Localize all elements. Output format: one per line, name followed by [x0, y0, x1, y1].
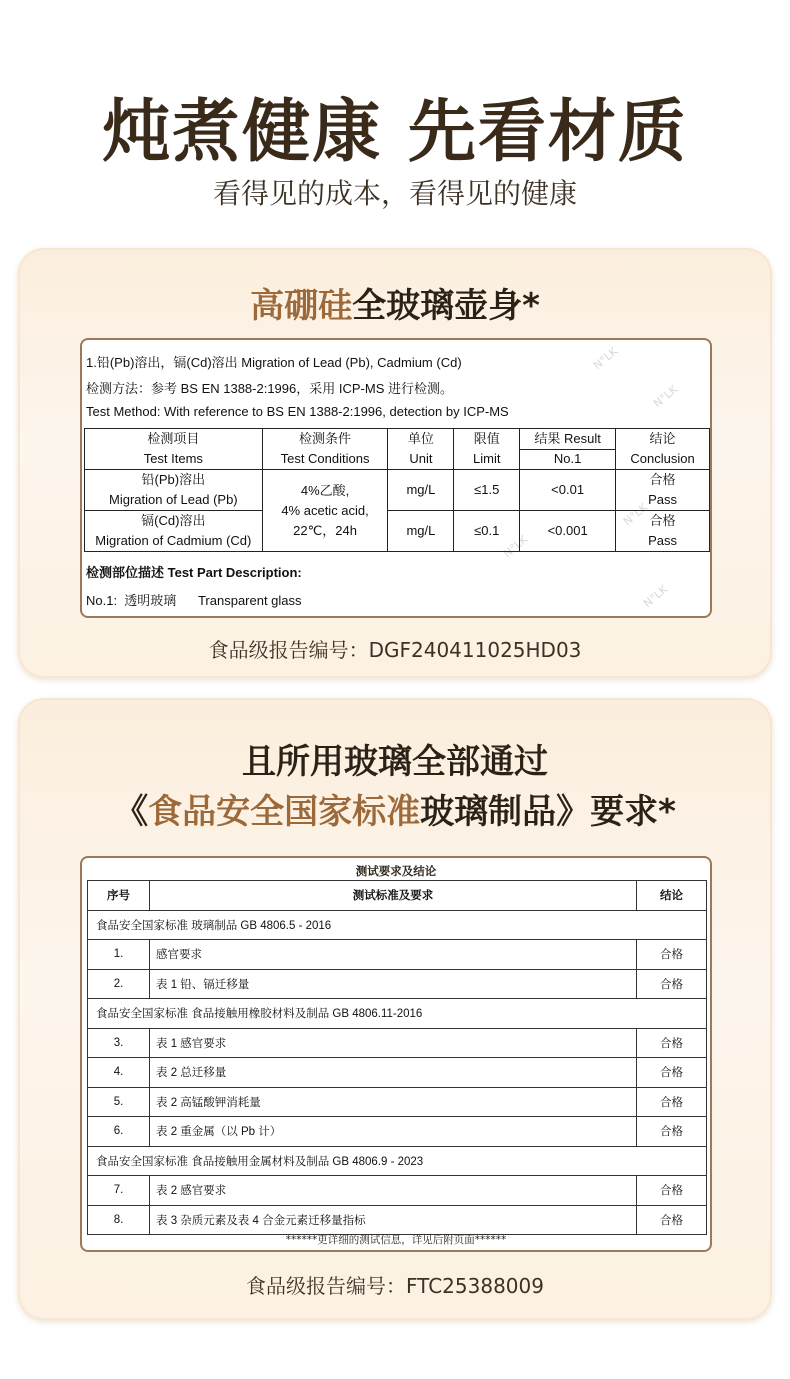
hero-title: 炖煮健康 先看材质: [102, 93, 688, 172]
col-requirement: 测试标准及要求: [150, 881, 637, 911]
lead-cadmium-table: [84, 428, 710, 552]
row-cadmium-item: [85, 511, 263, 552]
header-conditions-en: Test Conditions: [280, 451, 370, 466]
row-lead-item-en: Migration of Lead (Pb): [109, 492, 238, 507]
table-header-row: [88, 881, 707, 911]
table-row: [88, 1176, 707, 1206]
header-items-cn: 检测项目: [147, 431, 200, 446]
card1-heading: [18, 278, 772, 327]
report-line-1: 1.铅(Pb)溶出，镉(Cd)溶出 Migration of Lead (Pb), Cadmium (Cd): [86, 355, 462, 370]
report-number-1: 食品级报告编号：DGF240411025HD03: [208, 638, 582, 662]
row-cadmium-con-en: Pass: [648, 533, 677, 548]
condition-line-2: 4% acetic acid,: [281, 502, 369, 518]
row-number: 3.: [88, 1028, 150, 1058]
lead-cadmium-report: [80, 338, 712, 618]
table-row: [88, 1058, 707, 1088]
condition-line-3: 22℃，24h: [293, 522, 357, 538]
card1-heading-rest: 全玻璃壶身*: [352, 286, 540, 326]
national-standard-card: [18, 698, 772, 1320]
watermark: N°LK: [500, 532, 531, 561]
row-cadmium-item-en: Migration of Cadmium (Cd): [95, 533, 252, 548]
row-number: 1.: [88, 940, 150, 970]
row-cadmium-result: <0.001: [520, 511, 616, 552]
row-lead-con-en: Pass: [648, 492, 677, 507]
row-number: 7.: [88, 1176, 150, 1206]
row-conclusion: 合格: [637, 1058, 707, 1088]
card2-heading-accent: 食品安全国家标准: [148, 792, 421, 832]
watermark: N°LK: [620, 500, 651, 529]
table-row: [88, 940, 707, 970]
row-lead-item: [85, 470, 263, 511]
report-line-3: Test Method: With reference to BS EN 1388-2:1996, detection by ICP-MS: [86, 404, 509, 419]
row-number: 4.: [88, 1058, 150, 1088]
section-row: [88, 999, 707, 1029]
header-unit-en: Unit: [409, 451, 433, 466]
report-number-2: 食品级报告编号：FTC25388009: [246, 1274, 544, 1298]
watermark: N°LK: [590, 344, 621, 373]
row-conditions: [262, 470, 388, 552]
card2-heading-line1: 且所用玻璃全部通过: [242, 742, 548, 782]
row-item: 表 2 感官要求: [150, 1176, 637, 1206]
table-row: [88, 1117, 707, 1147]
watermark: N°LK: [650, 382, 681, 411]
row-conclusion: 合格: [637, 1176, 707, 1206]
row-item: 表 1 铅、镉迁移量: [150, 969, 637, 999]
glass-body-card: [18, 248, 772, 678]
card2-heading-rest: 玻璃制品》要求*: [420, 792, 676, 832]
header-limit-en: Limit: [473, 451, 501, 466]
row-item: 表 2 重金属（以 Pb 计）: [150, 1117, 637, 1147]
row-cadmium-limit: ≤0.1: [454, 511, 520, 552]
row-number: 2.: [88, 969, 150, 999]
col-number: 序号: [88, 881, 150, 911]
condition-line-1: 4%乙酸,: [300, 482, 350, 498]
row-number: 8.: [88, 1205, 150, 1235]
col-conclusion: 结论: [637, 881, 707, 911]
row-lead-result: <0.01: [520, 470, 616, 511]
row-number: 5.: [88, 1087, 150, 1117]
table-row: [88, 1028, 707, 1058]
row-item: 表 3 杂质元素及表 4 合金元素迁移量指标: [150, 1205, 637, 1235]
row-cadmium-unit: mg/L: [388, 511, 454, 552]
header-result-no: No.1: [520, 449, 616, 470]
header-conditions: [262, 429, 388, 470]
header-conclusion-en: Conclusion: [630, 451, 695, 466]
row-conclusion: 合格: [637, 1117, 707, 1147]
header-result: 结果 Result: [520, 429, 616, 450]
header-limit: [454, 429, 520, 470]
hero-subtitle: 看得见的成本，看得见的健康: [212, 177, 577, 210]
header-items-en: Test Items: [143, 451, 203, 466]
section-row: [88, 1146, 707, 1176]
header-unit-cn: 单位: [407, 431, 434, 446]
table-row: [88, 1205, 707, 1235]
row-lead-con-cn: 合格: [649, 472, 676, 487]
section-title: 食品安全国家标准 食品接触用金属材料及制品 GB 4806.9 - 2023: [88, 1146, 707, 1176]
section-row: [88, 910, 707, 940]
standards-table: [87, 880, 707, 1235]
row-lead-unit: mg/L: [388, 470, 454, 511]
watermark: N°LK: [640, 582, 671, 611]
row-item: 表 1 感官要求: [150, 1028, 637, 1058]
header-limit-cn: 限值: [473, 431, 500, 446]
row-item: 表 2 总迁移量: [150, 1058, 637, 1088]
standards-report: [80, 856, 712, 1252]
table-row: [88, 1087, 707, 1117]
row-cadmium-conclusion: [616, 511, 710, 552]
row-number: 6.: [88, 1117, 150, 1147]
row-conclusion: 合格: [637, 1205, 707, 1235]
report-line-2: 检测方法：参考 BS EN 1388-2:1996，采用 ICP-MS 进行检测。: [86, 381, 453, 396]
part-description: 检测部位描述 Test Part Description:: [86, 565, 302, 580]
row-conclusion: 合格: [637, 940, 707, 970]
row-cadmium-con-cn: 合格: [649, 513, 676, 528]
row-conclusion: 合格: [637, 1087, 707, 1117]
standards-report-title: 测试要求及结论: [355, 864, 437, 878]
section-title: 食品安全国家标准 食品接触用橡胶材料及制品 GB 4806.11-2016: [88, 999, 707, 1029]
row-conclusion: 合格: [637, 969, 707, 999]
header-items: [85, 429, 263, 470]
header-conclusion-cn: 结论: [649, 431, 676, 446]
card1-heading-accent: 高硼硅: [250, 286, 353, 326]
row-cadmium-item-cn: 镉(Cd)溶出: [141, 513, 206, 528]
row-item: 感官要求: [150, 940, 637, 970]
table-row: [88, 969, 707, 999]
header-conclusion: [616, 429, 710, 470]
header-conditions-cn: 检测条件: [299, 431, 352, 446]
section-title: 食品安全国家标准 玻璃制品 GB 4806.5 - 2016: [88, 910, 707, 940]
header-unit: [388, 429, 454, 470]
card2-heading-line2: [18, 784, 772, 833]
row-lead-conclusion: [616, 470, 710, 511]
standards-report-footer: ******更详细的测试信息，详见后附页面******: [285, 1234, 507, 1246]
row-item: 表 2 高锰酸钾消耗量: [150, 1087, 637, 1117]
part-item: No.1: 透明玻璃 Transparent glass: [86, 593, 302, 608]
row-lead-item-cn: 铅(Pb)溶出: [141, 472, 206, 487]
row-conclusion: 合格: [637, 1028, 707, 1058]
card2-heading-open: 《: [114, 792, 149, 832]
row-lead-limit: ≤1.5: [454, 470, 520, 511]
